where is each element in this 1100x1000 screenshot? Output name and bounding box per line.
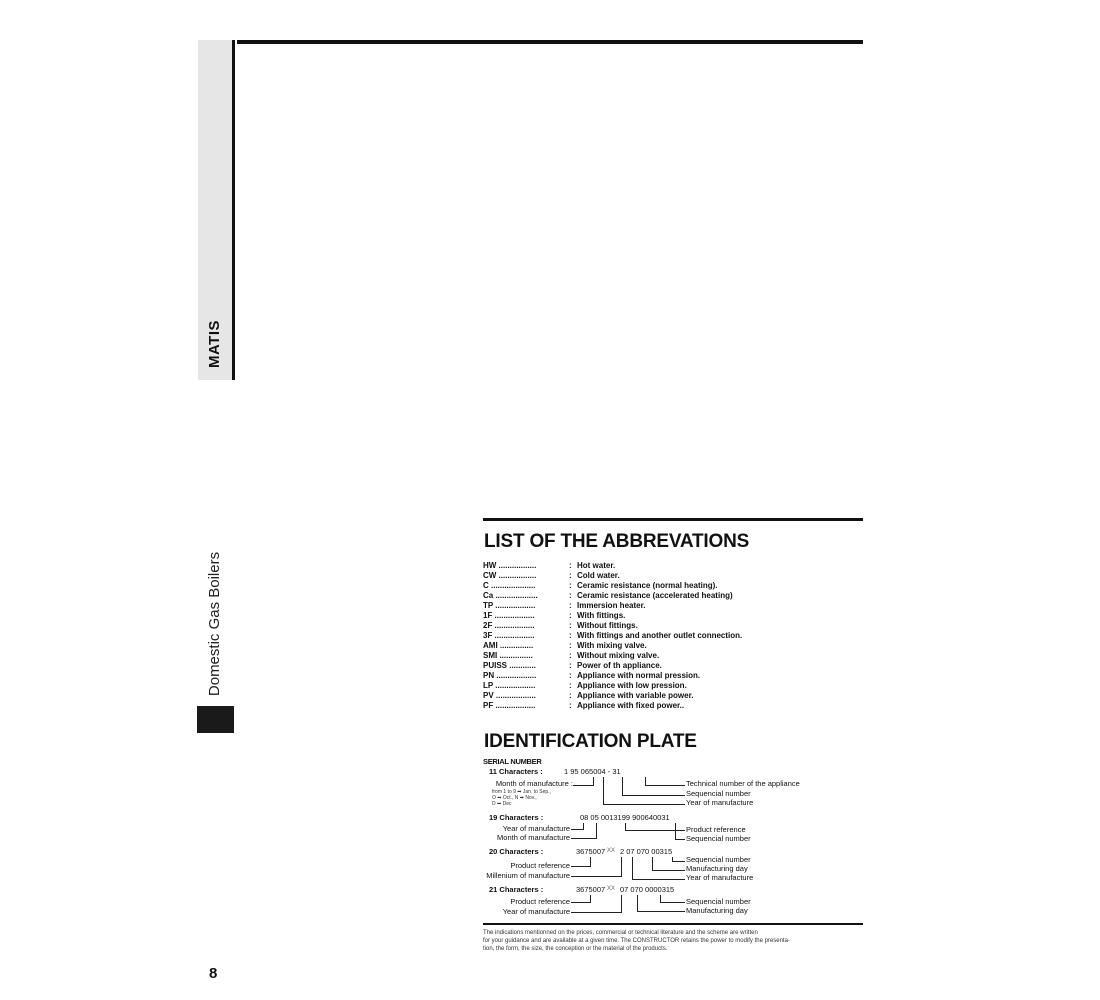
- c21-right-1: Sequencial number: [686, 897, 751, 906]
- abbreviation-row: [483, 621, 863, 631]
- c21-right-2: Manufacturing day: [686, 906, 748, 915]
- c11-right-2: Sequencial number: [686, 789, 751, 798]
- c21-connector: [660, 895, 661, 902]
- abbreviation-description: Power of th appliance.: [577, 661, 662, 670]
- c21-left-2: Year of manufacture: [502, 907, 570, 916]
- abbreviation-code: PUISS ............: [483, 661, 536, 670]
- c11-month-note-3: D ➡ Dec: [492, 801, 512, 807]
- section-label: Domestic Gas Boilers: [206, 551, 223, 697]
- c20-number-xx: XX: [607, 848, 616, 854]
- c11-connector: [645, 777, 646, 785]
- c11-number: 1 95 065004 - 31: [564, 767, 621, 776]
- c11-right-1: Technical number of the appliance: [686, 779, 800, 788]
- abbreviation-colon: :: [569, 701, 572, 710]
- c11-month-note-1: from 1 to 9 ➡ Jan. to Sep.,: [492, 789, 551, 795]
- abbreviation-colon: :: [569, 601, 572, 610]
- disclaimer-line-3: tion, the form, the size, the conception or the material of the products.: [483, 946, 668, 952]
- c19-label: 19 Characters :: [489, 813, 544, 822]
- product-name: MATIS: [206, 319, 223, 369]
- abbreviation-description: Hot water.: [577, 561, 616, 570]
- abbreviation-description: With mixing valve.: [577, 641, 647, 650]
- abbreviation-description: Ceramic resistance (accelerated heating): [577, 591, 733, 600]
- disclaimer-rule: [483, 923, 863, 925]
- c20-number-b: 2 07 070 00315: [620, 847, 673, 856]
- abbreviation-row: [483, 631, 863, 641]
- abbreviation-code: TP ..................: [483, 601, 536, 610]
- abbreviation-row: [483, 661, 863, 671]
- abbreviation-row: [483, 651, 863, 661]
- c20-right-2: Manufacturing day: [686, 864, 748, 873]
- c11-month-label: Month of manufacture :: [495, 779, 573, 788]
- abbreviation-row: [483, 561, 863, 571]
- c19-connector: [583, 823, 584, 830]
- side-rule: [232, 40, 235, 380]
- c19-connector: [675, 823, 676, 839]
- disclaimer-line-2: for your guidance and are available at a given time. The CONSTRUCTOR retains the power to modify the presenta-: [483, 938, 790, 944]
- abbreviation-description: With fittings and another outlet connection.: [577, 631, 743, 640]
- c21-number-a: 3675007: [576, 885, 606, 894]
- abbreviation-row: [483, 601, 863, 611]
- c19-connector: [571, 838, 596, 839]
- c20-connector: [590, 857, 591, 867]
- abbreviation-description: Ceramic resistance (normal heating).: [577, 581, 718, 590]
- abbreviation-row: [483, 581, 863, 591]
- c19-connector: [675, 839, 685, 840]
- abbreviation-colon: :: [569, 681, 572, 690]
- section-marker: [197, 706, 234, 733]
- page-number: 8: [209, 965, 218, 982]
- c19-connector: [596, 823, 597, 839]
- c20-connector: [652, 857, 653, 870]
- c11-right-3: Year of manufacture: [686, 798, 754, 807]
- c21-connector: [571, 912, 621, 913]
- abbreviation-colon: :: [569, 611, 572, 620]
- c21-connector: [621, 895, 622, 913]
- abbreviation-colon: :: [569, 661, 572, 670]
- abbreviation-code: 1F ..................: [483, 611, 535, 620]
- abbreviation-code: HW .................: [483, 561, 537, 570]
- abbreviation-colon: :: [569, 591, 572, 600]
- c20-connector: [672, 861, 685, 862]
- abbreviation-description: Immersion heater.: [577, 601, 646, 610]
- abbreviation-code: AMI ...............: [483, 641, 534, 650]
- abbreviation-colon: :: [569, 621, 572, 630]
- c21-number-xx: XX: [607, 886, 616, 892]
- abbreviation-colon: :: [569, 581, 572, 590]
- abbreviation-description: Without mixing valve.: [577, 651, 660, 660]
- abbreviation-code: LP ..................: [483, 681, 536, 690]
- c21-connector: [637, 911, 685, 912]
- abbreviation-code: SMI ...............: [483, 651, 533, 660]
- c11-connector: [645, 785, 685, 786]
- c20-right-1: Sequencial number: [686, 855, 751, 864]
- abbreviation-description: Without fittings.: [577, 621, 638, 630]
- abbreviation-colon: :: [569, 561, 572, 570]
- abbreviation-code: PN ..................: [483, 671, 537, 680]
- c20-left-1: Product reference: [510, 861, 570, 870]
- abbreviation-colon: :: [569, 641, 572, 650]
- abbreviation-row: [483, 591, 863, 601]
- abbreviation-colon: :: [569, 571, 572, 580]
- abbreviations-rule: [483, 518, 863, 521]
- c19-number: 08 05 0013199 900640031: [580, 813, 670, 822]
- abbreviation-code: PF ..................: [483, 701, 536, 710]
- abbreviation-colon: :: [569, 691, 572, 700]
- c19-right-2: Sequencial number: [686, 834, 751, 843]
- disclaimer: [483, 929, 863, 953]
- abbreviation-colon: :: [569, 651, 572, 660]
- c11-connector: [573, 785, 593, 786]
- abbreviation-code: C ....................: [483, 581, 536, 590]
- c21-connector: [571, 902, 590, 903]
- c11-connector: [622, 777, 623, 795]
- abbreviation-code: CW .................: [483, 571, 537, 580]
- c20-connector: [632, 857, 633, 879]
- c19-connector: [571, 829, 583, 830]
- c19-left-2: Month of manufacture: [497, 833, 570, 842]
- serial-number-title: SERIAL NUMBER: [483, 757, 542, 766]
- c11-label: 11 Characters :: [489, 767, 543, 776]
- abbreviation-row: [483, 681, 863, 691]
- abbreviation-row: [483, 701, 863, 711]
- abbreviation-code: 2F ..................: [483, 621, 535, 630]
- c21-number-b: 07 070 0000315: [620, 885, 675, 894]
- abbreviation-description: Appliance with fixed power..: [577, 701, 685, 710]
- abbreviation-code: Ca ...................: [483, 591, 538, 600]
- c20-connector: [571, 876, 621, 877]
- c20-connector: [621, 857, 622, 877]
- c20-connector: [632, 879, 685, 880]
- c11-connector: [622, 795, 685, 796]
- c21-left-1: Product reference: [510, 897, 570, 906]
- identification-title: IDENTIFICATION PLATE: [484, 731, 697, 752]
- c20-connector: [652, 870, 685, 871]
- abbreviation-row: [483, 571, 863, 581]
- abbreviation-description: Appliance with normal pression.: [577, 671, 701, 680]
- abbreviation-description: Cold water.: [577, 571, 620, 580]
- abbreviation-code: 3F ..................: [483, 631, 535, 640]
- c21-connector: [637, 895, 638, 911]
- c20-left-2: Millenium of manufacture: [486, 871, 570, 880]
- c20-label: 20 Characters :: [489, 847, 544, 856]
- abbreviation-colon: :: [569, 631, 572, 640]
- abbreviation-row: [483, 641, 863, 651]
- c11-connector: [603, 804, 685, 805]
- c20-connector: [571, 866, 590, 867]
- top-rule: [237, 40, 863, 44]
- abbreviation-code: PV ..................: [483, 691, 536, 700]
- c21-connector: [590, 895, 591, 903]
- c11-connector: [593, 777, 594, 786]
- abbreviation-row: [483, 691, 863, 701]
- c11-month-note-2: O ➡ Oct., N ➡ Nov.,: [492, 795, 537, 801]
- abbreviation-description: Appliance with variable power.: [577, 691, 694, 700]
- abbreviation-colon: :: [569, 671, 572, 680]
- abbreviation-row: [483, 611, 863, 621]
- abbreviation-description: Appliance with low pression.: [577, 681, 687, 690]
- c21-connector: [660, 902, 685, 903]
- c19-connector: [625, 830, 685, 831]
- abbreviations-list: [483, 561, 863, 711]
- abbreviations-title: LIST OF THE ABBREVATIONS: [484, 531, 750, 552]
- c20-right-3: Year of manufacture: [686, 873, 754, 882]
- c11-connector: [603, 777, 604, 804]
- c19-right-1: Product reference: [686, 825, 746, 834]
- c19-connector: [625, 823, 626, 830]
- c20-number-a: 3675007: [576, 847, 606, 856]
- c21-label: 21 Characters :: [489, 885, 544, 894]
- abbreviation-description: With fittings.: [577, 611, 626, 620]
- abbreviation-row: [483, 671, 863, 681]
- disclaimer-line-1: The indications mentionned on the prices, commercial or technical literature and the scheme are written: [483, 930, 758, 936]
- c19-left-1: Year of manufacture: [502, 824, 570, 833]
